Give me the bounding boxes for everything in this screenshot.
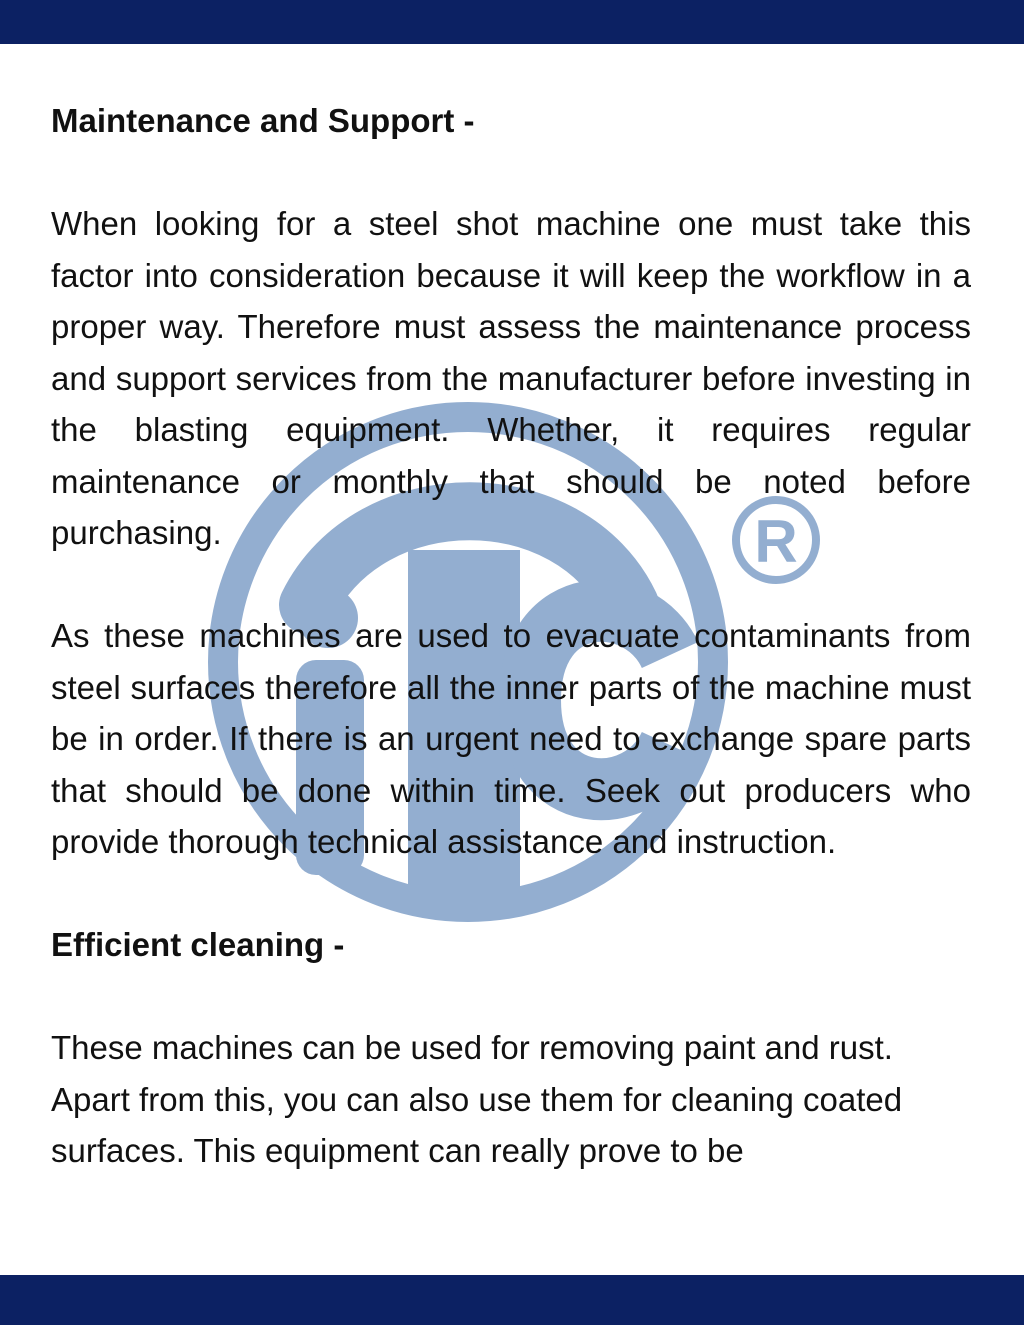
document-body <box>51 95 971 1177</box>
footer-band <box>0 1275 1024 1325</box>
section-heading: Efficient cleaning - <box>51 926 345 963</box>
paragraph: When looking for a steel shot machine one must take this factor into consideration because it will keep the workflow in a proper way. Therefore must assess the maintenance process and support services from the manufacturer before investing in the blasting equipment. Whether, it requires regular maintenance or monthly that should be noted before purchasing. <box>51 205 971 551</box>
svg-text:R: R <box>754 508 798 575</box>
paragraph: These machines can be used for removing paint and rust. Apart from this, you can also use them for cleaning coated surfaces. This equipment can really prove to be <box>51 1029 903 1169</box>
header-band <box>0 0 1024 44</box>
section-heading: Maintenance and Support - <box>51 102 475 139</box>
paragraph: As these machines are used to evacuate contaminants from steel surfaces therefore all the inner parts of the machine must be in order. If there is an urgent need to exchange spare parts that should be done within time. Seek out producers who provide thorough technical assistance and instruction. <box>51 617 971 860</box>
